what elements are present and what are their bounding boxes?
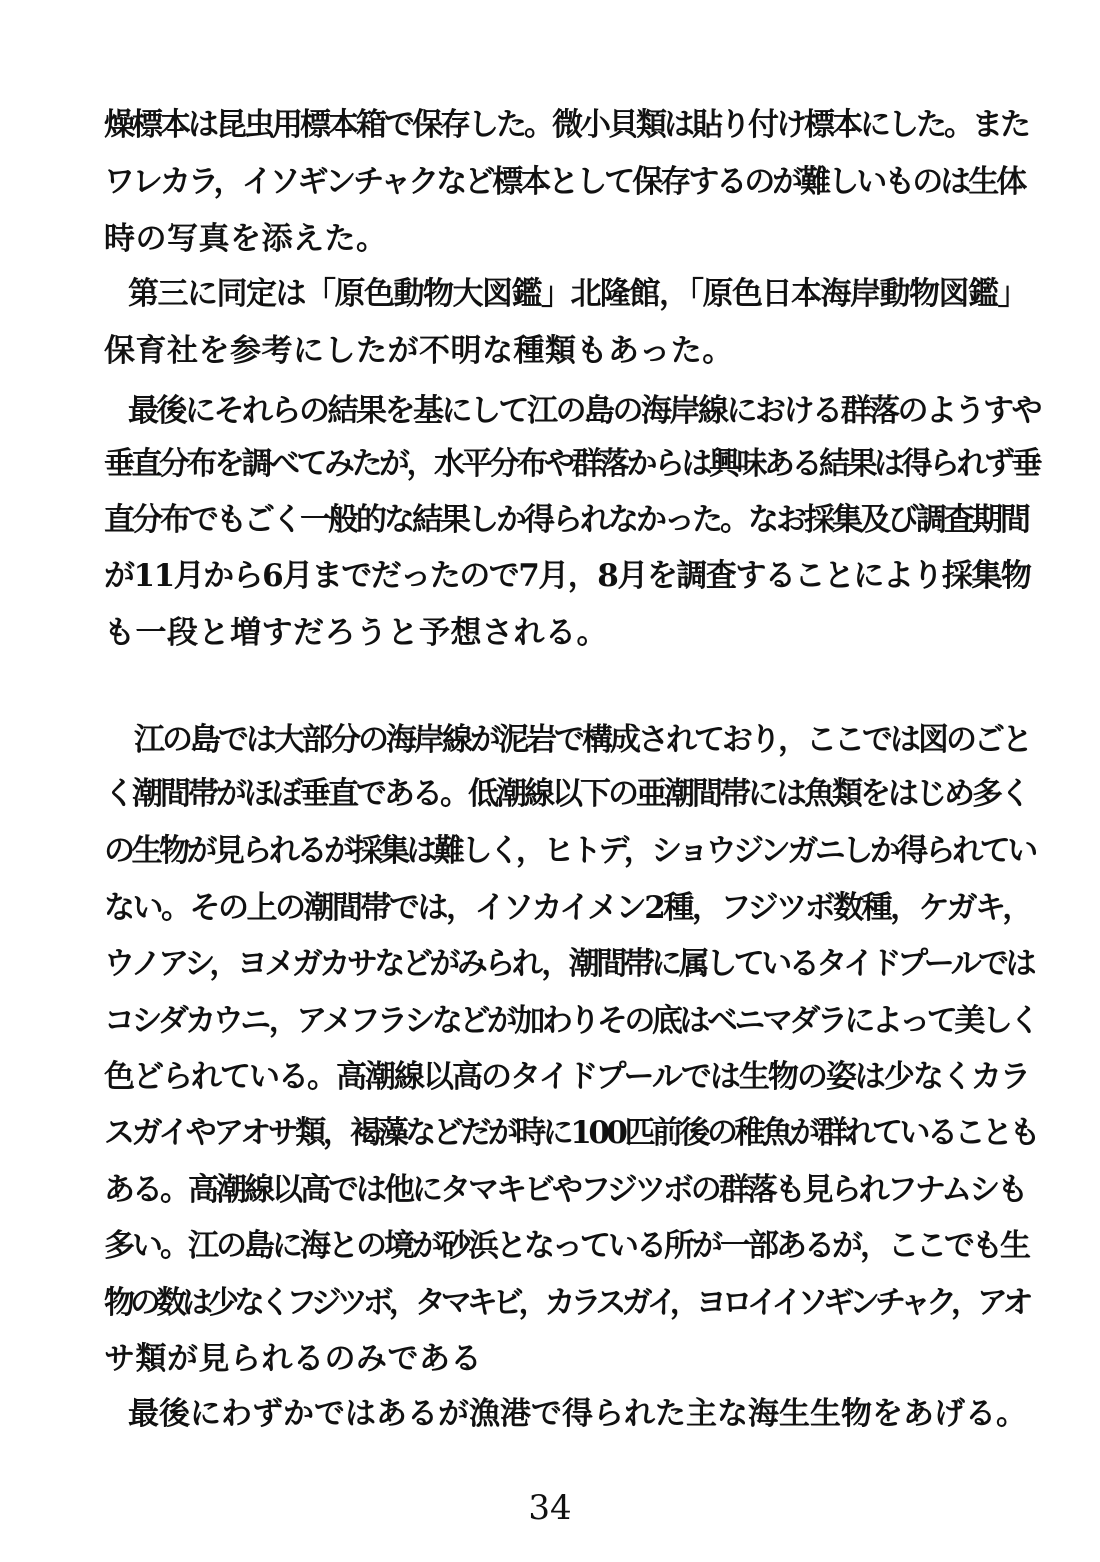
- text-line: も一段と増すだろうと予想される。: [104, 615, 608, 651]
- text-line: が11月から6月までだったので7月，8月を調査することにより採集物: [104, 558, 1031, 594]
- text-line: 色どられている。高潮線以高のタイドプールでは生物の姿は少なくカラ: [104, 1059, 1029, 1095]
- text-line: 直分布でもごく一般的な結果しか得られなかった。なお採集及び調査期間: [104, 502, 1028, 538]
- text-line: 多い。江の島に海との境が砂浜となっている所が一部あるが，ここでも生: [104, 1228, 1028, 1264]
- text-line: 垂直分布を調べてみたが，水平分布や群落からは興味ある結果は得られず垂: [104, 446, 1039, 482]
- text-line: ワレカラ，イソギンチャクなど標本として保存するのが難しいものは生体: [104, 164, 1025, 200]
- text-line: ない。その上の潮間帯では，イソカイメン2種，フジツボ数種，ケガキ，: [104, 890, 1031, 926]
- text-line: 燥標本は昆虫用標本箱で保存した。微小貝類は貼り付け標本にした。また: [104, 107, 1028, 143]
- text-line: スガイやアオサ類，褐藻などだが時に100匹前後の稚魚が群れていることも: [104, 1115, 1037, 1151]
- page-number: 34: [528, 1488, 572, 1528]
- text-line: 江の島では大部分の海岸線が泥岩で構成されており，ここでは図のごと: [134, 722, 1030, 758]
- text-line: の生物が見られるが採集は難しく，ヒトデ，ショウジンガニしか得られてい: [104, 833, 1035, 869]
- text-line: 第三に同定は「原色動物大図鑑」北隆館，「原色日本海岸動物図鑑」: [128, 276, 1027, 312]
- text-line: 物の数は少なくフジツボ，タマキビ，カラスガイ，ヨロイイソギンチャク，アオ: [104, 1285, 1029, 1321]
- text-line: コシダカウニ，アメフラシなどが加わりその底はベニマダラによって美しく: [104, 1003, 1037, 1039]
- text-line: ある。高潮線以高では他にタマキビやフジツボの群落も見られフナムシも: [104, 1172, 1026, 1208]
- text-line: サ類が見られるのみである: [104, 1341, 482, 1377]
- text-line: 最後にそれらの結果を基にして江の島の海岸線における群落のようすや: [128, 393, 1040, 429]
- text-line: 保育社を参考にしたが不明な種類もあった。: [104, 333, 734, 369]
- text-line: く潮間帯がほぼ垂直である。低潮線以下の亜潮間帯には魚類をはじめ多く: [104, 776, 1028, 812]
- text-line: ウノアシ，ヨメガカサなどがみられ，潮間帯に属しているタイドプールでは: [104, 946, 1034, 982]
- text-line: 最後にわずかではあるが漁港で得られた主な海生生物をあげる。: [128, 1396, 1027, 1432]
- text-line: 時の写真を添えた。: [104, 221, 388, 257]
